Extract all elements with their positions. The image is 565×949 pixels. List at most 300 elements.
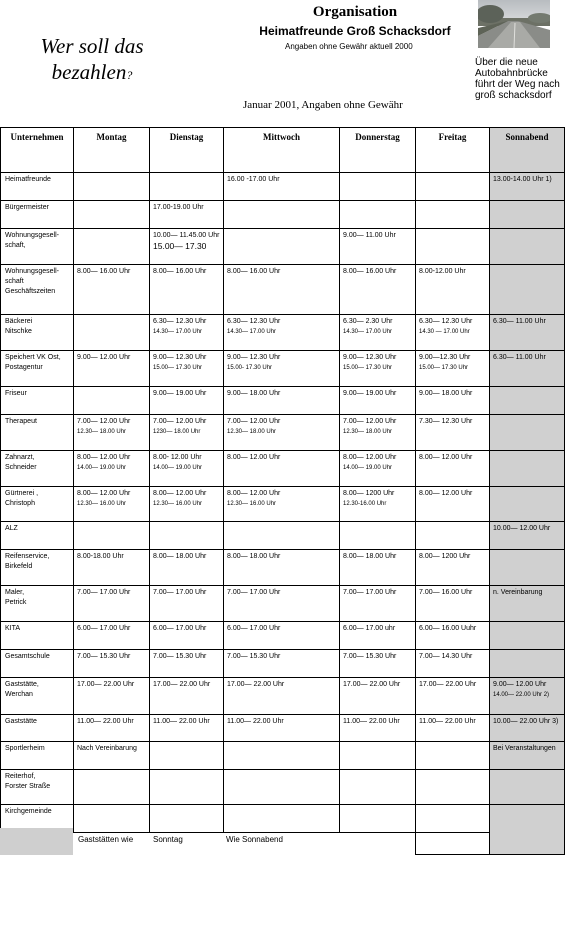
company-name-line: ALZ	[5, 525, 18, 532]
hours-line: 12.30— 18.00 Uhr	[227, 429, 277, 435]
hours-line: 11.00— 22.00 Uhr	[227, 718, 284, 725]
company-name-line: Birkefeld	[5, 563, 33, 570]
table-row	[1, 173, 565, 201]
hours-line: 11.00— 22.00 Uhr	[153, 718, 210, 725]
hours-line: 12.30-16.00 Uhr	[343, 501, 387, 507]
hours-line: 14.00— 22.00 Uhr 2)	[493, 692, 550, 698]
table-row	[1, 678, 565, 715]
table-row	[1, 351, 565, 387]
footer-friday-cell	[415, 828, 491, 855]
hours-cell	[490, 742, 565, 770]
hours-line: 8.00— 12.00 Uhr	[419, 454, 473, 461]
hours-cell	[340, 742, 416, 770]
company-name-line: Heimatfreunde	[5, 176, 51, 183]
hours-cell	[490, 265, 565, 315]
hours-cell	[224, 487, 340, 522]
hours-line: 17.00— 22.00 Uhr	[227, 681, 285, 688]
hours-cell	[416, 201, 490, 229]
hours-line: 6.30— 11.00 Uhr	[493, 318, 546, 325]
table-row	[1, 586, 565, 622]
company-name-line: Bäckerei	[5, 318, 33, 325]
hours-cell	[416, 678, 490, 715]
hours-cell	[224, 622, 340, 650]
hours-cell	[416, 229, 490, 265]
table-row	[1, 487, 565, 522]
table-row	[1, 622, 565, 650]
hours-line: 1230— 18.00 Uhr	[153, 429, 201, 435]
hours-line: 13.00-14.00 Uhr 1)	[493, 176, 552, 183]
hours-cell	[490, 622, 565, 650]
col-header-friday: Freitag	[416, 128, 490, 173]
hours-cell	[150, 770, 224, 805]
company-cell	[1, 487, 74, 522]
hours-cell	[150, 229, 224, 265]
hours-line: 6.00— 17.00 uhr	[343, 625, 396, 632]
hours-line: 6.30— 12.30 Uhr	[419, 318, 473, 325]
bridge-photo	[478, 0, 550, 48]
hours-cell	[74, 201, 150, 229]
company-name-line: schaft	[5, 278, 24, 285]
col-header-tuesday: Dienstag	[150, 128, 224, 173]
hours-line: 8.00— 12.00 Uhr	[227, 490, 281, 497]
company-name-line: Gaststätte	[5, 718, 37, 725]
hours-cell	[340, 678, 416, 715]
hours-line: 6.30— 12.30 Uhr	[227, 318, 281, 325]
hours-cell	[150, 173, 224, 201]
company-name-line: Schneider	[5, 464, 37, 471]
headline-line-2	[22, 59, 162, 88]
hours-cell	[340, 173, 416, 201]
hours-line: 9.00— 12.30 Uhr	[227, 354, 281, 361]
hours-line: 15.00— 17.30 Uhr	[343, 365, 393, 371]
company-name-line: Wohnungsgesell-	[5, 268, 59, 275]
hours-cell	[74, 315, 150, 351]
hours-cell	[416, 770, 490, 805]
hours-line: 14.00— 19.00 Uhr	[77, 465, 127, 471]
hours-cell	[340, 715, 416, 742]
hours-cell	[224, 586, 340, 622]
hours-cell	[224, 415, 340, 451]
hours-cell	[224, 522, 340, 550]
company-name-line: Speichert VK Ost,	[5, 354, 61, 361]
hours-cell	[340, 487, 416, 522]
hours-cell	[224, 678, 340, 715]
company-name-line: Maler,	[5, 589, 25, 596]
company-name-line: Bürgermeister	[5, 204, 49, 211]
hours-line: 9.00—12.30 Uhr	[419, 354, 471, 361]
hours-line: 8.00— 12.00 Uhr	[227, 454, 281, 461]
col-header-thursday: Donnerstag	[340, 128, 416, 173]
footer-note	[0, 828, 564, 855]
hours-cell	[150, 201, 224, 229]
hours-cell	[224, 201, 340, 229]
hours-cell	[490, 173, 565, 201]
hours-cell	[490, 315, 565, 351]
hours-cell	[150, 387, 224, 415]
headline-question-mark: ?	[126, 68, 133, 82]
hours-cell	[74, 770, 150, 805]
hours-cell	[340, 650, 416, 678]
disclaimer-note: Angaben ohne Gewähr aktuell 2000	[285, 42, 413, 51]
hours-cell	[340, 229, 416, 265]
hours-line: 8.00— 16.00 Uhr	[343, 268, 397, 275]
hours-line: 8.00-18.00 Uhr	[77, 553, 124, 560]
hours-cell	[224, 387, 340, 415]
hours-line: 7.00— 15.30 Uhr	[343, 653, 397, 660]
company-name-line: Gesamtschule	[5, 653, 50, 660]
hours-cell	[340, 315, 416, 351]
hours-line: 14.30— 17.00 Uhr	[343, 329, 393, 335]
hours-line: 6.30— 12.30 Uhr	[153, 318, 207, 325]
company-cell	[1, 229, 74, 265]
hours-line: 11.00— 22.00 Uhr	[343, 718, 400, 725]
table-row	[1, 650, 565, 678]
table-row	[1, 742, 565, 770]
hours-line: 8.00— 1200 Uhr	[343, 490, 395, 497]
hours-line: 7.00— 15.30 Uhr	[153, 653, 207, 660]
company-cell	[1, 351, 74, 387]
hours-cell	[74, 451, 150, 487]
col-header-company: Unternehmen	[1, 128, 74, 173]
date-line: Januar 2001, Angaben ohne Gewähr	[243, 99, 403, 111]
hours-line: 7.00— 15.30 Uhr	[227, 653, 281, 660]
hours-line: 17.00-19.00 Uhr	[153, 204, 204, 211]
company-name-line: Zahnarzt,	[5, 454, 35, 461]
hours-cell	[340, 622, 416, 650]
hours-line: 9.00— 11.00 Uhr	[343, 232, 396, 239]
hours-line: 9.00— 12.30 Uhr	[343, 354, 397, 361]
hours-line: 6.00— 17.00 Uhr	[227, 625, 281, 632]
hours-cell	[340, 387, 416, 415]
hours-cell	[490, 229, 565, 265]
hours-cell	[150, 742, 224, 770]
hours-line: 8.00— 12.00 Uhr	[77, 490, 131, 497]
company-name-line: Christoph	[5, 500, 35, 507]
col-header-wednesday: Mittwoch	[224, 128, 340, 173]
company-name-line: Werchan	[5, 691, 33, 698]
hours-line: 7.00— 12.00 Uhr	[227, 418, 281, 425]
hours-line: 10.00— 12.00 Uhr	[493, 525, 551, 532]
hours-cell	[74, 586, 150, 622]
hours-cell	[340, 415, 416, 451]
hours-line: 8.00— 18.00 Uhr	[153, 553, 207, 560]
hours-line: 12.30— 18.00 Uhr	[77, 429, 127, 435]
hours-line: 14.00— 19.00 Uhr	[343, 465, 393, 471]
hours-cell	[224, 770, 340, 805]
hours-line: 17.00— 22.00 Uhr	[343, 681, 401, 688]
company-cell	[1, 586, 74, 622]
hours-cell	[224, 650, 340, 678]
hours-line: 14.00— 19.00 Uhr	[153, 465, 203, 471]
hours-cell	[416, 742, 490, 770]
hours-cell	[74, 742, 150, 770]
hours-line: 7.30— 12.30 Uhr	[419, 418, 473, 425]
hours-cell	[74, 387, 150, 415]
company-cell	[1, 715, 74, 742]
hours-cell	[490, 387, 565, 415]
bridge-road-image	[478, 0, 550, 48]
hours-line: 8.00— 12.00 Uhr	[419, 490, 473, 497]
hours-cell	[490, 451, 565, 487]
hours-cell	[416, 351, 490, 387]
hours-cell	[340, 522, 416, 550]
company-name-line: Forster Straße	[5, 783, 51, 790]
hours-line: 7.00— 14.30 Uhr	[419, 653, 473, 660]
hours-line: 6.30— 11.00 Uhr	[493, 354, 546, 361]
headline-word: bezahlen	[51, 60, 127, 84]
company-name-line: schaft,	[5, 242, 26, 249]
hours-line: 15.00— 17.30 Uhr	[419, 365, 469, 371]
hours-line: 6.30— 2.30 Uhr	[343, 318, 393, 325]
hours-line: Bei Veranstaltungen	[493, 745, 556, 752]
hours-cell	[150, 487, 224, 522]
hours-cell	[150, 522, 224, 550]
company-name-line: Reifenservice,	[5, 553, 50, 560]
hours-cell	[224, 173, 340, 201]
hours-cell	[74, 265, 150, 315]
hours-line: 12.30— 16.00 Uhr	[227, 501, 277, 507]
hours-cell	[416, 451, 490, 487]
hours-cell	[74, 351, 150, 387]
hours-cell	[74, 173, 150, 201]
table-body	[1, 173, 565, 833]
hours-cell	[490, 487, 565, 522]
company-name-line: KITA	[5, 625, 21, 632]
hours-line: 6.00— 16.00 Uuhr	[419, 625, 477, 632]
hours-line: 14.30— 17.00 Uhr	[227, 329, 277, 335]
hours-cell	[150, 451, 224, 487]
company-cell	[1, 742, 74, 770]
footer-gray-cell	[0, 828, 73, 855]
hours-cell	[416, 265, 490, 315]
hours-cell	[150, 650, 224, 678]
hours-cell	[490, 351, 565, 387]
hours-cell	[490, 770, 565, 805]
hours-cell	[490, 415, 565, 451]
company-cell	[1, 622, 74, 650]
hours-cell	[416, 715, 490, 742]
organisation-title: Organisation	[312, 4, 398, 20]
hours-line: 8.00— 12.00 Uhr	[343, 454, 397, 461]
company-cell	[1, 678, 74, 715]
hours-cell	[340, 351, 416, 387]
company-name-line: Friseur	[5, 390, 27, 397]
hours-line: 8.00- 12.00 Uhr	[153, 454, 202, 461]
company-name-line: Therapeut	[5, 418, 37, 425]
hours-cell	[490, 650, 565, 678]
hours-line: 7.00— 17.00 Uhr	[77, 589, 131, 596]
hours-cell	[224, 265, 340, 315]
company-name-line: Reiterhof,	[5, 773, 36, 780]
company-cell	[1, 770, 74, 805]
hours-cell	[74, 650, 150, 678]
hours-line: 15.00- 17.30 Uhr	[227, 365, 273, 371]
table-row	[1, 522, 565, 550]
hours-line: 7.00— 17.00 Uhr	[227, 589, 281, 596]
hours-line: 8.00-12.00 Uhr	[419, 268, 466, 275]
company-cell	[1, 173, 74, 201]
hours-line: 14.30 — 17.00 Uhr	[419, 329, 470, 335]
hours-cell	[224, 715, 340, 742]
table-header-row	[1, 128, 565, 173]
hours-cell	[74, 522, 150, 550]
hours-cell	[416, 650, 490, 678]
footer-text-1: Gaststätten wie	[78, 835, 134, 844]
company-cell	[1, 415, 74, 451]
hours-cell	[150, 265, 224, 315]
hours-cell	[340, 451, 416, 487]
hours-cell	[416, 522, 490, 550]
hours-line: 7.00— 12.00 Uhr	[153, 418, 207, 425]
hours-cell	[74, 622, 150, 650]
hours-cell	[150, 715, 224, 742]
table-row	[1, 387, 565, 415]
footer-saturday-cell	[489, 828, 565, 855]
hours-line: 12.30— 18.00 Uhr	[343, 429, 393, 435]
hours-cell	[490, 586, 565, 622]
hours-line: 11.00— 22.00 Uhr	[77, 718, 134, 725]
hours-cell	[224, 742, 340, 770]
hours-line: 8.00— 16.00 Uhr	[227, 268, 281, 275]
hours-cell	[224, 315, 340, 351]
hours-line: 17.00— 22.00 Uhr	[153, 681, 211, 688]
hours-cell	[340, 201, 416, 229]
company-name-line: Wohnungsgesell-	[5, 232, 59, 239]
hours-cell	[490, 201, 565, 229]
hours-line: 8.00— 12.00 Uhr	[77, 454, 131, 461]
footer-text-2: Sonntag	[153, 835, 183, 844]
hours-line: Nach Vereinbarung	[77, 745, 137, 752]
company-name-line: Gürtnerei ,	[5, 490, 39, 497]
company-cell	[1, 201, 74, 229]
hours-line: 12.30— 16.00 Uhr	[77, 501, 127, 507]
hours-cell	[416, 586, 490, 622]
hours-cell	[490, 678, 565, 715]
headline-line-1: Wer soll das	[40, 34, 144, 58]
company-name-line: Postagentur	[5, 364, 43, 371]
company-cell	[1, 315, 74, 351]
hours-cell	[416, 487, 490, 522]
hours-cell	[340, 770, 416, 805]
hours-line: 10.00— 11.45.00 Uhr	[153, 232, 220, 239]
company-name-line: Geschäftszeiten	[5, 288, 56, 295]
hours-cell	[340, 550, 416, 586]
table-row	[1, 451, 565, 487]
hours-cell	[74, 678, 150, 715]
company-name-line: Sportlerheim	[5, 745, 45, 752]
company-name-line: Gaststätte,	[5, 681, 39, 688]
hours-line: n. Vereinbarung	[493, 589, 543, 596]
table-row	[1, 770, 565, 805]
hours-cell	[224, 550, 340, 586]
hours-cell	[340, 265, 416, 315]
table-row	[1, 415, 565, 451]
hours-line: 9.00— 12.00 Uhr	[77, 354, 131, 361]
col-header-saturday: Sonnabend	[490, 128, 565, 173]
hours-cell	[150, 415, 224, 451]
hours-line: 10.00— 22.00 Uhr 3)	[493, 718, 559, 725]
hours-line: 7.00— 15.30 Uhr	[77, 653, 131, 660]
hours-line: 8.00— 18.00 Uhr	[227, 553, 281, 560]
hours-line: 7.00— 17.00 Uhr	[343, 589, 397, 596]
hours-cell	[150, 351, 224, 387]
hours-line: 8.00— 16.00 Uhr	[77, 268, 131, 275]
hours-cell	[150, 678, 224, 715]
hours-line: 15.00— 17.30 Uhr	[153, 365, 203, 371]
hours-line: 15.00— 17.30	[153, 241, 207, 251]
hours-line: 8.00— 16.00 Uhr	[153, 268, 207, 275]
hours-line: 11.00— 22.00 Uhr	[419, 718, 476, 725]
hours-cell	[416, 315, 490, 351]
club-name: Heimatfreunde Groß Schacksdorf	[259, 24, 451, 38]
col-header-monday: Montag	[74, 128, 150, 173]
hours-line: 7.00— 12.00 Uhr	[77, 418, 131, 425]
footer-text-3: Wie Sonnabend	[226, 835, 283, 844]
hours-line: 7.00— 12.00 Uhr	[343, 418, 397, 425]
hours-cell	[490, 522, 565, 550]
hours-line: 12.30— 16.00 Uhr	[153, 501, 203, 507]
table-row	[1, 715, 565, 742]
headline	[22, 33, 162, 88]
hours-line: 14.30— 17.00 Uhr	[153, 329, 203, 335]
hours-line: 8.00— 18.00 Uhr	[343, 553, 397, 560]
hours-cell	[150, 586, 224, 622]
hours-cell	[150, 550, 224, 586]
hours-line: 9.00— 18.00 Uhr	[227, 390, 281, 397]
hours-line: 9.00— 19.00 Uhr	[343, 390, 397, 397]
hours-cell	[490, 550, 565, 586]
table-row	[1, 201, 565, 229]
hours-cell	[340, 586, 416, 622]
opening-hours-table	[0, 127, 565, 833]
hours-line: 17.00— 22.00 Uhr	[419, 681, 477, 688]
hours-cell	[490, 715, 565, 742]
company-name-line: Nitschke	[5, 328, 32, 335]
company-cell	[1, 387, 74, 415]
company-name-line: Kirchgemeinde	[5, 808, 52, 815]
company-name-line: Petrick	[5, 599, 27, 606]
hours-cell	[74, 415, 150, 451]
hours-cell	[416, 415, 490, 451]
company-cell	[1, 265, 74, 315]
company-cell	[1, 650, 74, 678]
hours-line: 16.00 -17.00 Uhr	[227, 176, 280, 183]
hours-line: 8.00— 1200 Uhr	[419, 553, 471, 560]
hours-cell	[416, 550, 490, 586]
hours-cell	[74, 715, 150, 742]
hours-cell	[416, 173, 490, 201]
hours-cell	[74, 487, 150, 522]
company-cell	[1, 550, 74, 586]
hours-cell	[416, 387, 490, 415]
hours-cell	[74, 550, 150, 586]
company-cell	[1, 522, 74, 550]
hours-line: 9.00— 12.30 Uhr	[153, 354, 207, 361]
hours-cell	[224, 351, 340, 387]
company-cell	[1, 451, 74, 487]
hours-line: 17.00— 22.00 Uhr	[77, 681, 135, 688]
hours-cell	[224, 451, 340, 487]
table-row	[1, 315, 565, 351]
hours-line: 7.00— 17.00 Uhr	[153, 589, 207, 596]
hours-line: 6.00— 17.00 Uhr	[153, 625, 207, 632]
hours-cell	[150, 315, 224, 351]
hours-cell	[150, 622, 224, 650]
hours-line: 7.00— 16.00 Uhr	[419, 589, 473, 596]
hours-line: 9.00— 18.00 Uhr	[419, 390, 473, 397]
table-row	[1, 229, 565, 265]
hours-cell	[416, 622, 490, 650]
